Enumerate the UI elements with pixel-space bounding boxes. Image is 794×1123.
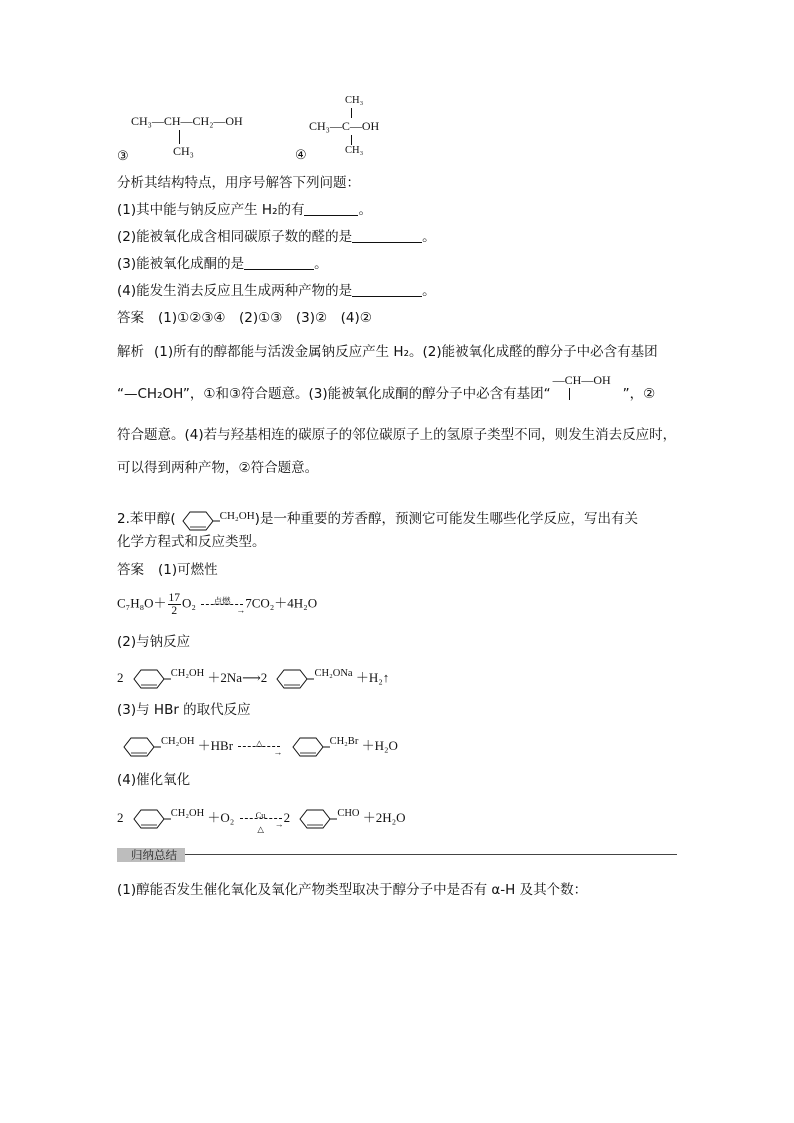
reaction-arrow: ⟶ bbox=[242, 670, 261, 685]
coefficient-fraction: $\frac{17}{2}$ bbox=[168, 592, 181, 617]
reaction-3-title: (3)与 HBr 的取代反应 bbox=[117, 702, 251, 718]
summary-banner bbox=[117, 848, 677, 862]
answer-label: 答案 bbox=[117, 310, 144, 326]
structure-3-bond bbox=[179, 130, 180, 144]
summary-tag: 归纳总结 bbox=[117, 848, 185, 862]
question-1-4: (4)能发生消去反应且生成两种产物的是 。 bbox=[117, 283, 436, 299]
answer-blank bbox=[304, 201, 358, 216]
reaction-2: 2 $^{CH_2OH}$ ＋2Na⟶2 $^{CH_2ONa}$ ＋H₂↑ bbox=[117, 664, 389, 690]
reaction-condition: Cu → △ bbox=[238, 809, 284, 829]
structure-4-bond-bottom bbox=[351, 135, 352, 145]
benzyl-group: CH₂OH bbox=[176, 506, 255, 532]
benzene-ring-icon bbox=[117, 736, 161, 758]
benzene-ring-icon bbox=[286, 736, 330, 758]
benzene-ring-icon bbox=[176, 510, 220, 532]
structure-4-label: ④ bbox=[295, 147, 307, 162]
ketone-group: —CH—OH bbox=[551, 384, 623, 404]
summary-text: (1)醇能否发生催化氧化及氧化产物类型取决于醇分子中是否有 α-H 及其个数： bbox=[117, 882, 588, 898]
structure-4-bond-top bbox=[351, 108, 352, 118]
structure-3-label: ③ bbox=[117, 148, 129, 163]
structure-3-branch: CH₃ bbox=[173, 144, 194, 158]
answer-1 bbox=[117, 308, 372, 328]
analysis-line-3: 符合题意。(4)若与羟基相连的碳原子的邻位碳原子上的氢原子类型不同，则发生消去反应时， bbox=[117, 427, 677, 443]
analysis-line-1: 解析 (1)所有的醇都能与活泼金属钠反应产生 H₂。(2)能被氧化成醛的醇分子中必含有基团 bbox=[117, 344, 658, 360]
reaction-2-title: (2)与钠反应 bbox=[117, 634, 191, 650]
reaction-4: 2 $^{CH_2OH}$ ＋O₂ Cu → △ 2 $^{CHO}$ ＋2H₂O bbox=[117, 808, 406, 835]
answer-text: (1)①②③④ (2)①③ (3)② (4)② bbox=[158, 310, 372, 326]
analysis-line-4: 可以得到两种产物，②符合题意。 bbox=[117, 460, 319, 476]
structure-3 bbox=[117, 112, 287, 162]
reaction-condition: 点燃 → bbox=[199, 595, 245, 615]
answer-blank bbox=[244, 255, 314, 270]
structure-4-formula: CH₃—C—OH bbox=[309, 119, 380, 133]
structure-4 bbox=[295, 95, 405, 163]
summary-divider bbox=[185, 854, 677, 855]
answer-blank bbox=[352, 228, 422, 243]
reaction-4-title: (4)催化氧化 bbox=[117, 772, 191, 788]
reaction-1: C₇H₈O＋ $\frac{17}{2}$ O₂ 点燃 → 7CO₂＋4H₂O bbox=[117, 592, 318, 617]
reaction-condition: △ → bbox=[236, 737, 282, 757]
question-intro: 分析其结构特点，用序号解答下列问题： bbox=[117, 175, 360, 191]
question-1-2: (2)能被氧化成含相同碳原子数的醛的是 。 bbox=[117, 229, 436, 245]
structure-4-bottom: CH₃ bbox=[345, 145, 364, 156]
ketone-group-bond bbox=[569, 388, 570, 400]
question-1-1: (1)其中能与钠反应产生 H₂的有 。 bbox=[117, 202, 372, 218]
question-2-line-1: 2.苯甲醇( $^{CH_2OH}$)是一种重要的芳香醇，预测它可能发生哪些化学反应，写出有关 bbox=[117, 506, 638, 532]
analysis-line-2: “—CH₂OH”，①和③符合题意。(3)能被氧化成酮的醇分子中必含有基团“ —CH—OH ”，② bbox=[117, 373, 656, 402]
answer-blank bbox=[352, 282, 422, 297]
benzene-ring-icon bbox=[127, 668, 171, 690]
benzene-ring-icon bbox=[293, 808, 337, 830]
structure-3-formula: CH₃—CH—CH₂—OH bbox=[131, 114, 243, 128]
question-1-3: (3)能被氧化成酮的是 。 bbox=[117, 256, 328, 272]
answer-2: 答案 (1)可燃性 bbox=[117, 562, 218, 578]
analysis-label: 解析 bbox=[117, 344, 144, 360]
benzene-ring-icon bbox=[127, 808, 171, 830]
question-2-line-2: 化学方程式和反应类型。 bbox=[117, 534, 266, 550]
benzene-ring-icon bbox=[270, 668, 314, 690]
reaction-3: $^{CH_2OH}$ ＋HBr △ → $^{CH_2Br}$ ＋H₂O bbox=[117, 732, 398, 758]
structure-4-top: CH₃ bbox=[345, 95, 364, 106]
answer-label: 答案 bbox=[117, 562, 144, 578]
